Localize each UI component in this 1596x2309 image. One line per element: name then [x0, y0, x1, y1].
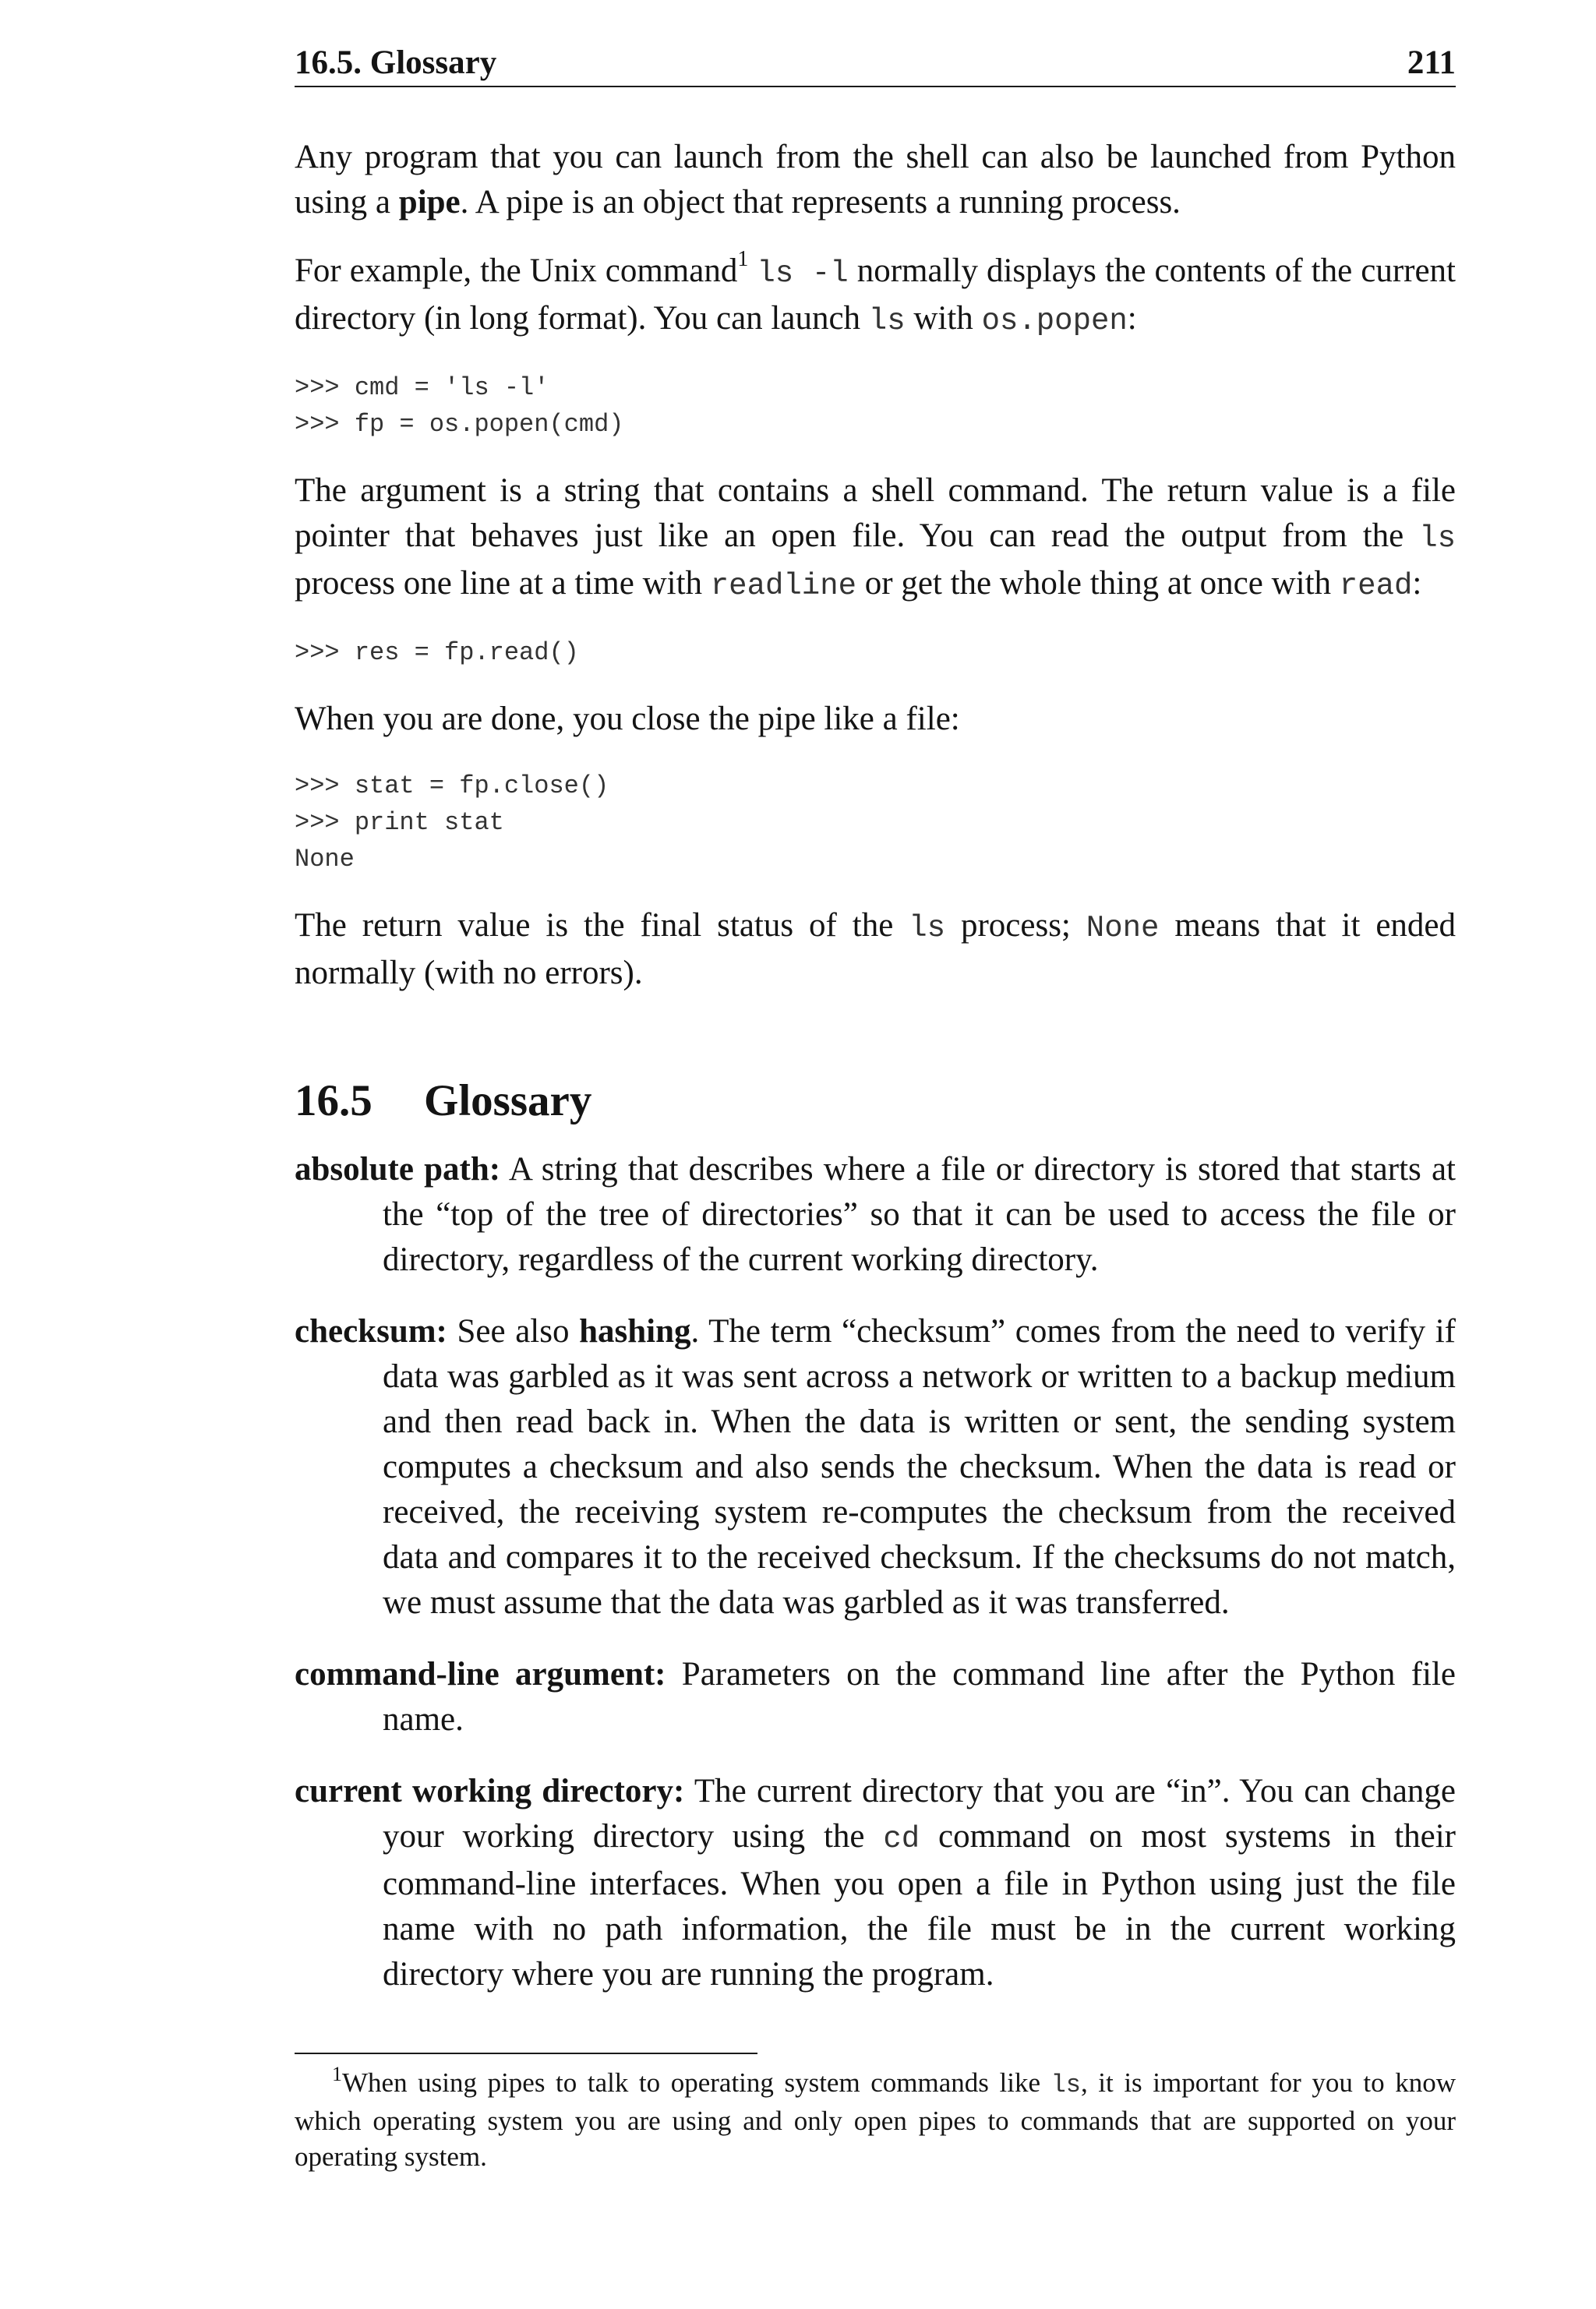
glossary-term: absolute path: [295, 1151, 501, 1188]
pipe-term: pipe [398, 184, 461, 221]
inline-code: None [1086, 911, 1160, 945]
inline-code: os.popen [981, 304, 1128, 338]
code-block-close: >>> stat = fp.close() >>> print stat None [295, 771, 609, 874]
section-title: Glossary [424, 1076, 592, 1125]
argument-paragraph: The argument is a string that contains a shell command. The return value is a file pointer that behaves just like an open file. You can read the output from the ls process one line at a time with readline or get the whole thing at once with read: [295, 472, 1456, 603]
glossary-entry-current-working-directory: current working directory: The current directory that you are “in”. You can change your working directory using the cd command on most systems in their command-line interfaces. When you open a file in Python using just the file name with no path information, the file must be in the current working directory where you are running the program. [295, 1773, 1456, 1993]
running-head-section: 16.5. Glossary [295, 44, 497, 81]
glossary-entry-absolute-path [295, 1147, 1456, 1283]
pipe-intro-paragraph: Any program that you can launch from the shell can also be launched from Python using a pipe. A pipe is an object that represents a running process. [295, 139, 1456, 221]
inline-code: cd [883, 1822, 920, 1856]
inline-code: ls [1050, 2071, 1081, 2099]
page-number: 211 [1407, 44, 1456, 81]
done-paragraph: When you are done, you close the pipe like a file: [295, 701, 960, 737]
page-body [295, 135, 1456, 1997]
footnote: $^1$When using pipes to talk to operating system commands like ls, it is important for you to know which operating system you are using and only open pipes to commands that are supported on your operating system. [295, 2063, 1456, 2172]
return-paragraph: The return value is the final status of the ls process; None means that it ended normally (with no errors). [295, 907, 1456, 991]
section-number: 16.5 [295, 1076, 373, 1125]
footnote-mark: 1 [332, 2063, 342, 2085]
example-paragraph: For example, the Unix command$^1$ ls -l normally displays the contents of the current directory (in long format). You can launch ls with os.popen: [295, 247, 1456, 338]
inline-code: readline [710, 569, 856, 603]
code-block-read: >>> res = fp.read() [295, 638, 579, 667]
code-block-popen: >>> cmd = 'ls -l' >>> fp = os.popen(cmd) [295, 373, 624, 439]
footnote-rule [295, 2053, 757, 2054]
inline-code: ls [1419, 521, 1456, 556]
hashing-term: hashing [579, 1313, 691, 1350]
inline-code: ls -l [757, 256, 849, 291]
glossary-definition: Parameters on the command line after the Python file name. [383, 1656, 1457, 1738]
inline-code: ls [868, 304, 906, 338]
running-head [295, 41, 1456, 87]
inline-code: read [1339, 569, 1413, 603]
glossary-entry-checksum: checksum: See also hashing. The term “checksum” comes from the need to verify if data was garbled as it was sent across a network or written to a backup medium and then read back in. When the data is written or sent, the sending system computes a checksum and also sends the checksum. When the data is read or received, the receiving system re-computes the checksum from the received data and compares it to the received checksum. If the checksums do not match, we must assume that the data was garbled as it was transferred. [295, 1313, 1456, 1621]
inline-code: ls [909, 911, 946, 945]
section-heading [295, 1074, 1456, 1128]
glossary-term: checksum: [295, 1313, 447, 1350]
glossary-term: command-line argument: [295, 1656, 666, 1693]
glossary-term: current working directory: [295, 1773, 685, 1809]
glossary-entry-command-line-argument [295, 1652, 1456, 1742]
footnote-ref: 1 [737, 247, 749, 271]
glossary-definition: A string that describes where a file or directory is stored that starts at the “top of the tree of directories” so that it can be used to access the file or directory, regardless of the current working directory. [383, 1151, 1456, 1278]
